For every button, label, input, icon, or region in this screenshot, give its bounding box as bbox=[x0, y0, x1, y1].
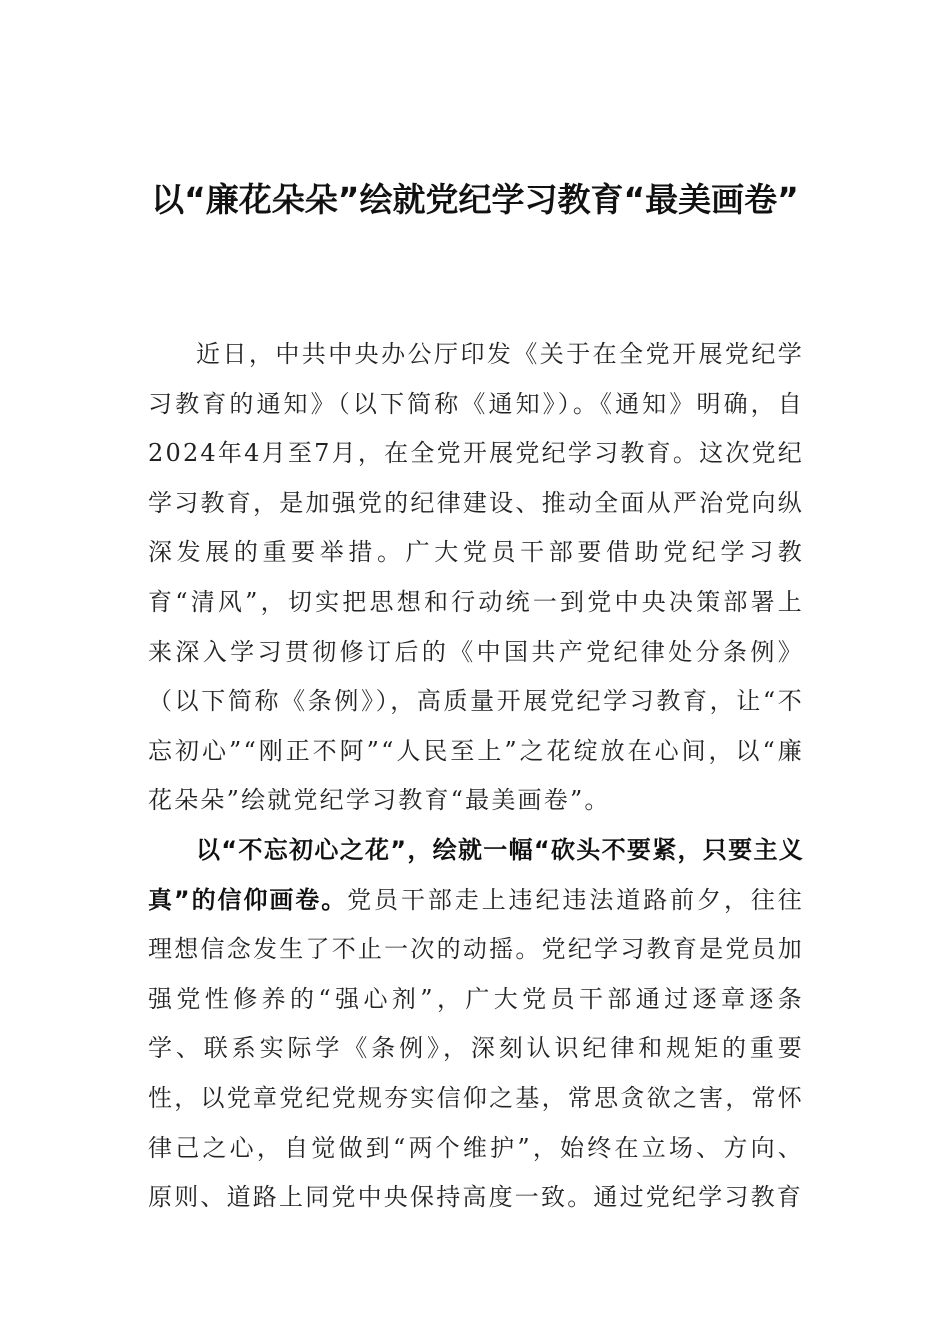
paragraph-lead: 以“不忘初心之花”，绘就一幅“砍头不要紧，只要主义真”的信仰画卷。 bbox=[148, 835, 804, 914]
paragraph-section-1 bbox=[148, 826, 804, 1223]
document-body bbox=[148, 330, 804, 1223]
paragraph-text: 近日，中共中央办公厅印发《关于在全党开展党纪学习教育的通知》（以下简称《通知》）。《通知》明确，自2024年4月至7月，在全党开展党纪学习教育。这次党纪学习教育，是加强党的纪律建设、推动全面从严治党向纵深发展的重要举措。广大党员干部要借助党纪学习教育“清风”，切实把思想和行动统一到党中央决策部署上来深入学习贯彻修订后的《中国共产党纪律处分条例》（以下简称《条例》），高质量开展党纪学习教育，让“不忘初心”“刚正不阿”“人民至上”之花绽放在心间，以“廉花朵朵”绘就党纪学习教育“最美画卷”。 bbox=[148, 340, 804, 815]
paragraph-text: 党员干部走上违纪违法道路前夕，往往理想信念发生了不止一次的动摇。党纪学习教育是党员加强党性修养的“强心剂”，广大党员干部通过逐章逐条学、联系实际学《条例》，深刻认识纪律和规矩的重要性，以党章党纪党规夯实信仰之基，常思贪欲之害，常怀律己之心，自觉做到“两个维护”，始终在立场、方向、原则、道路上同党中央保持高度一致。通过党纪学习教育 bbox=[148, 885, 805, 1212]
document-title: 以“廉花朵朵”绘就党纪学习教育“最美画卷” bbox=[151, 180, 799, 219]
paragraph-intro bbox=[148, 330, 804, 826]
